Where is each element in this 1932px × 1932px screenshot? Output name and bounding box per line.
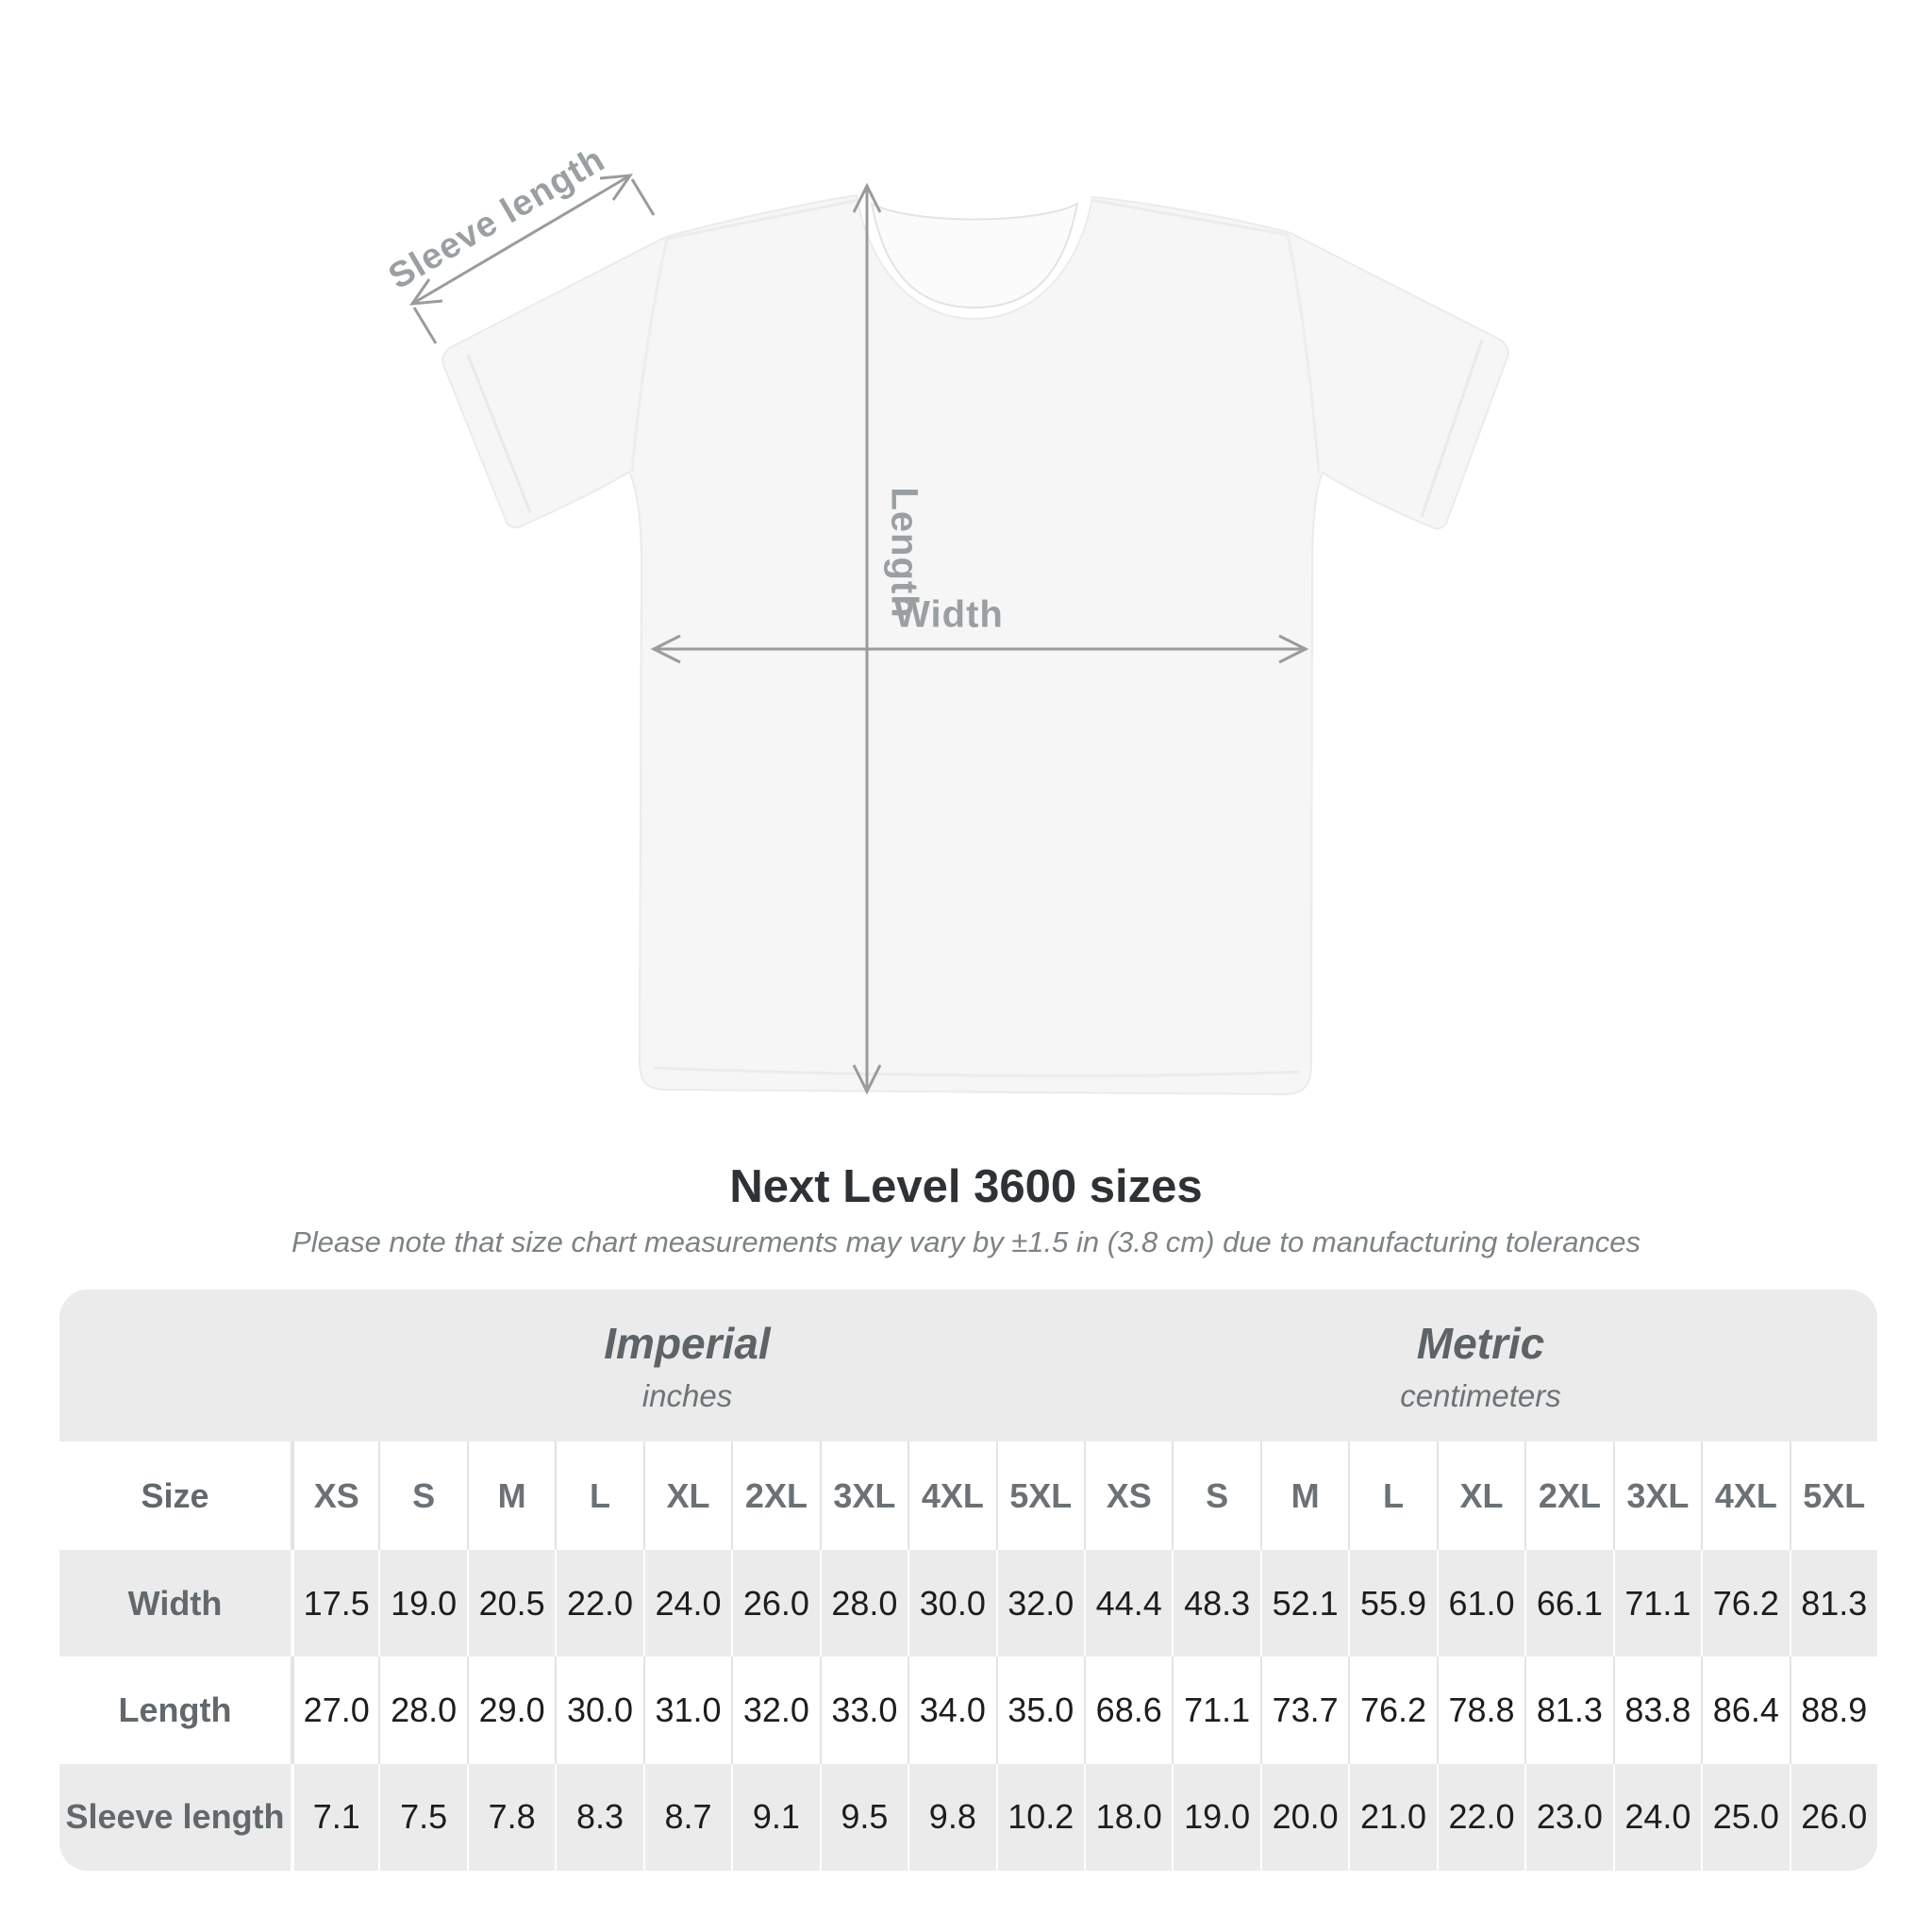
value-imperial-4xl: 34.0 [908,1657,995,1763]
value-metric-5xl: 26.0 [1790,1764,1877,1871]
value-metric-l: 76.2 [1348,1657,1436,1763]
size-header-metric-s: S [1172,1441,1259,1550]
value-metric-xl: 78.8 [1437,1657,1524,1763]
value-imperial-2xl: 26.0 [731,1550,819,1657]
value-imperial-xl: 31.0 [643,1657,731,1763]
value-imperial-2xl: 32.0 [731,1657,819,1763]
value-imperial-3xl: 33.0 [820,1657,908,1763]
value-metric-2xl: 81.3 [1524,1657,1612,1763]
size-chart-rows [59,1441,1877,1871]
value-metric-xs: 18.0 [1084,1764,1172,1871]
value-metric-4xl: 25.0 [1701,1764,1789,1871]
size-header-metric-5xl: 5XL [1790,1441,1877,1550]
unit-band [59,1290,1877,1441]
value-imperial-s: 7.5 [378,1764,466,1871]
chart-subtitle: Please note that size chart measurements may vary by ±1.5 in (3.8 cm) due to manufacturing tolerances [291,1225,1641,1258]
value-metric-l: 21.0 [1348,1764,1436,1871]
value-imperial-5xl: 35.0 [996,1657,1084,1763]
value-imperial-3xl: 9.5 [820,1764,908,1871]
size-header-row [59,1441,1877,1550]
size-header-imperial-m: M [467,1441,555,1550]
value-metric-s: 71.1 [1172,1657,1259,1763]
value-imperial-4xl: 9.8 [908,1764,995,1871]
chart-title: Next Level 3600 sizes [729,1161,1203,1212]
value-metric-xs: 44.4 [1084,1550,1172,1657]
value-metric-2xl: 66.1 [1524,1550,1612,1657]
size-header-imperial-3xl: 3XL [820,1441,908,1550]
value-metric-3xl: 71.1 [1613,1550,1701,1657]
value-imperial-m: 29.0 [467,1657,555,1763]
sleeve-length-label: Sleeve length [381,140,612,298]
size-header-metric-3xl: 3XL [1613,1441,1701,1550]
size-chart-table [59,1290,1877,1871]
value-metric-5xl: 88.9 [1790,1657,1877,1763]
size-header-imperial-xs: XS [291,1441,378,1550]
size-header-imperial-xl: XL [643,1441,731,1550]
size-header-metric-xs: XS [1084,1441,1172,1550]
metric-unit: centimeters [1400,1377,1561,1413]
row-sleeve-length [59,1764,1877,1871]
imperial-group [291,1318,1084,1414]
imperial-unit: inches [641,1377,733,1413]
value-metric-4xl: 86.4 [1701,1657,1789,1763]
value-metric-xl: 61.0 [1437,1550,1524,1657]
value-imperial-l: 22.0 [555,1550,642,1657]
value-imperial-2xl: 9.1 [731,1764,819,1871]
size-header-metric-4xl: 4XL [1701,1441,1789,1550]
size-header-imperial-2xl: 2XL [731,1441,819,1550]
size-header-metric-l: L [1348,1441,1436,1550]
value-metric-4xl: 76.2 [1701,1550,1789,1657]
size-header-imperial-4xl: 4XL [908,1441,995,1550]
size-header-metric-m: M [1260,1441,1348,1550]
value-metric-m: 73.7 [1260,1657,1348,1763]
value-metric-s: 48.3 [1172,1550,1259,1657]
imperial-heading: Imperial [604,1318,771,1368]
size-header-imperial-l: L [555,1441,642,1550]
value-imperial-s: 19.0 [378,1550,466,1657]
value-metric-3xl: 83.8 [1613,1657,1701,1763]
row-label: Sleeve length [65,1797,285,1837]
value-metric-2xl: 23.0 [1524,1764,1612,1871]
value-imperial-5xl: 32.0 [996,1550,1084,1657]
value-metric-s: 19.0 [1172,1764,1259,1871]
value-imperial-xl: 8.7 [643,1764,731,1871]
row-width [59,1550,1877,1657]
value-metric-m: 52.1 [1260,1550,1348,1657]
value-imperial-m: 20.5 [467,1550,555,1657]
length-label: Length [883,487,925,619]
value-imperial-5xl: 10.2 [996,1764,1084,1871]
size-header-imperial-5xl: 5XL [996,1441,1084,1550]
value-imperial-3xl: 28.0 [820,1550,908,1657]
metric-heading: Metric [1416,1318,1545,1368]
size-header-metric-2xl: 2XL [1524,1441,1612,1550]
value-imperial-m: 7.8 [467,1764,555,1871]
tshirt-outline [442,195,1508,1094]
value-imperial-l: 8.3 [555,1764,642,1871]
row-label: Length [118,1690,232,1729]
row-label: Width [127,1583,223,1623]
size-header-imperial-s: S [378,1441,466,1550]
row-length [59,1657,1877,1763]
size-corner-label: Size [141,1475,209,1515]
value-imperial-4xl: 30.0 [908,1550,995,1657]
value-metric-xs: 68.6 [1084,1657,1172,1763]
value-metric-l: 55.9 [1348,1550,1436,1657]
value-imperial-xs: 27.0 [291,1657,378,1763]
value-imperial-xs: 7.1 [291,1764,378,1871]
value-metric-xl: 22.0 [1437,1764,1524,1871]
value-metric-3xl: 24.0 [1613,1764,1701,1871]
value-imperial-xl: 24.0 [643,1550,731,1657]
value-metric-5xl: 81.3 [1790,1550,1877,1657]
value-imperial-s: 28.0 [378,1657,466,1763]
value-imperial-xs: 17.5 [291,1550,378,1657]
width-label: Width [894,593,1004,636]
size-header-metric-xl: XL [1437,1441,1524,1550]
value-imperial-l: 30.0 [555,1657,642,1763]
value-metric-m: 20.0 [1260,1764,1348,1871]
metric-group [1084,1318,1877,1414]
